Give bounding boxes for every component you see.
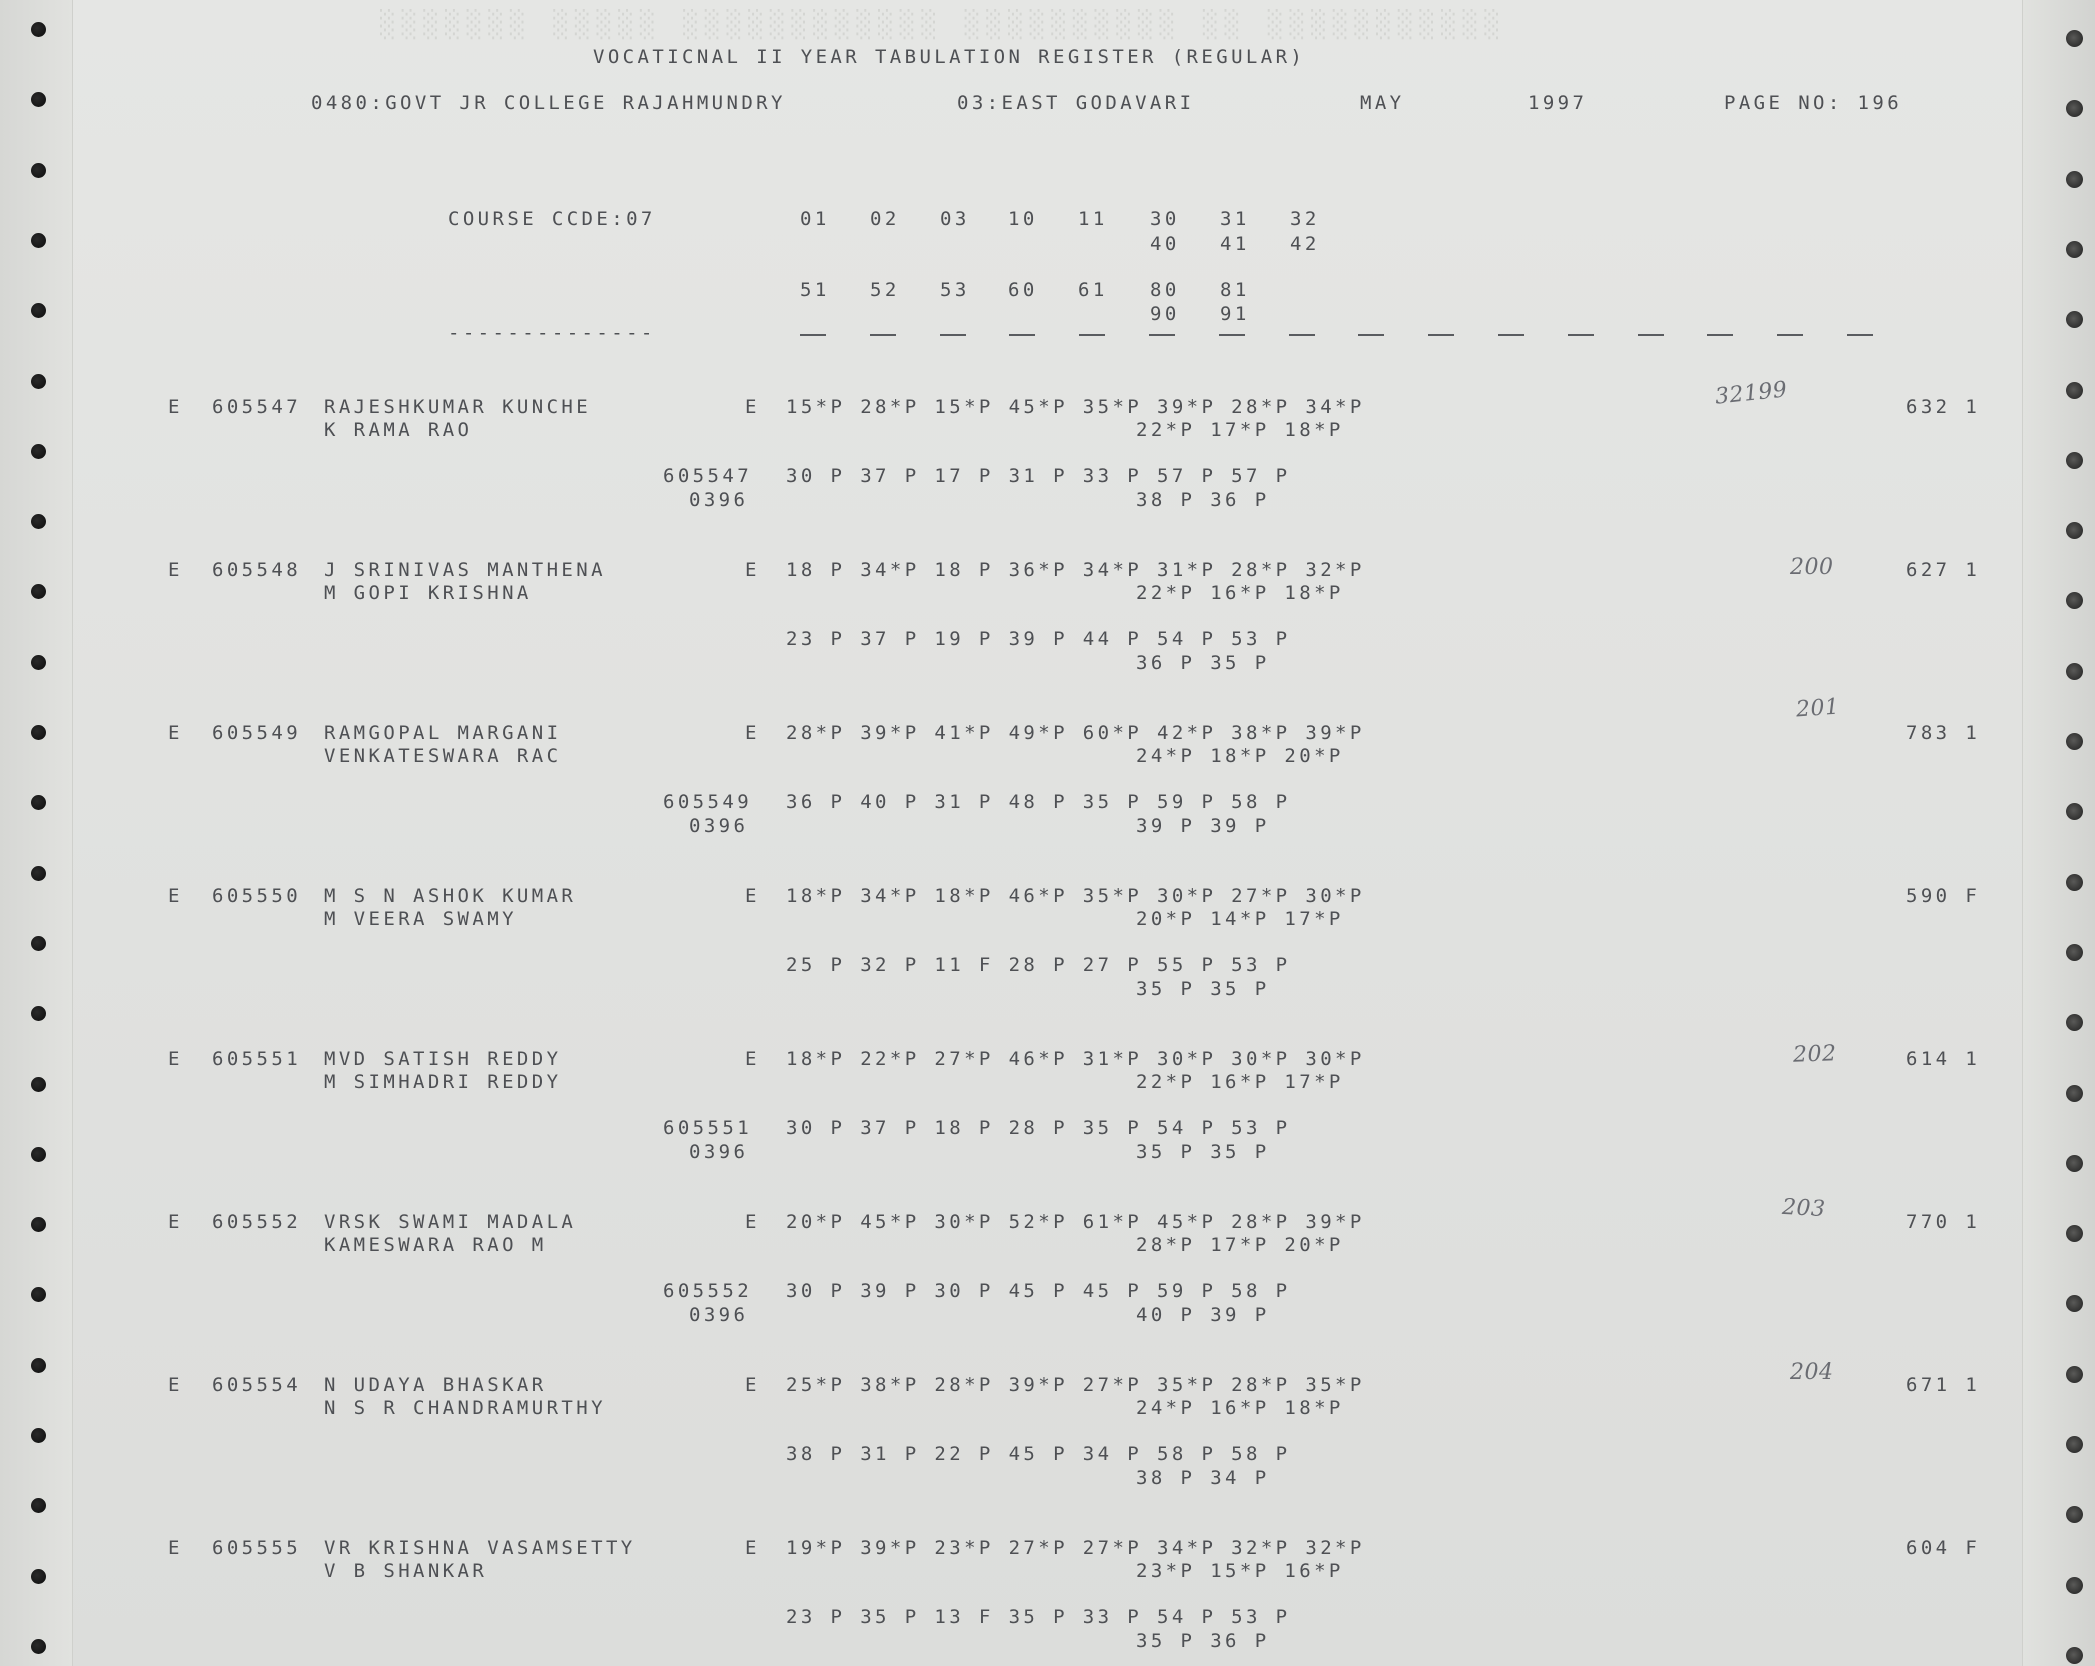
roll-number: 605549 <box>212 722 302 744</box>
feed-hole-left <box>31 1358 46 1373</box>
handwritten-serial: 203 <box>1781 1194 1827 1223</box>
feed-hole-right <box>2066 1085 2083 1102</box>
roll-number: 605548 <box>212 559 302 581</box>
marks-part2-extra: 35 P 36 P <box>1136 1630 1270 1652</box>
column-dash <box>800 334 826 336</box>
exam-marker: E <box>745 1537 760 1559</box>
marks-part2: 23 P 35 P 13 F 35 P 33 P 54 P 53 P <box>786 1606 1291 1628</box>
perforation-right <box>2022 0 2023 1666</box>
feed-hole-right <box>2066 1225 2083 1242</box>
parent-name: M VEERA SWAMY <box>324 908 517 930</box>
column-dash <box>1079 334 1105 336</box>
total-and-result: 604 F <box>1906 1537 1981 1559</box>
parent-name: M SIMHADRI REDDY <box>324 1071 562 1093</box>
record-flag: E <box>168 1211 183 1233</box>
marks-part2: 30 P 39 P 30 P 45 P 45 P 59 P 58 P <box>786 1280 1291 1302</box>
exam-marker: E <box>745 1374 760 1396</box>
subject-code: 91 <box>1220 303 1250 325</box>
total-and-result: 614 1 <box>1906 1048 1981 1070</box>
reference-roll: 605552 <box>663 1280 753 1302</box>
marks-part2-extra: 38 P 36 P <box>1136 489 1270 511</box>
marks-part1-extra: 20*P 14*P 17*P <box>1136 908 1344 930</box>
subject-code: 42 <box>1290 233 1320 255</box>
marks-part2: 38 P 31 P 22 P 45 P 34 P 58 P 58 P <box>786 1443 1291 1465</box>
record-flag: E <box>168 559 183 581</box>
marks-part2-extra: 38 P 34 P <box>1136 1467 1270 1489</box>
column-dash <box>870 334 896 336</box>
roll-number: 605551 <box>212 1048 302 1070</box>
column-dash <box>1289 334 1315 336</box>
bleed-through-text: ░░░░░░░ ░░░░░ ░░░░░░░░░░░░ ░░░░░░░░░░ ░░ ░░░░░░░░░░░ <box>380 10 1506 40</box>
marks-part1-extra: 22*P 17*P 18*P <box>1136 419 1344 441</box>
roll-number: 605554 <box>212 1374 302 1396</box>
column-dash <box>1498 334 1524 336</box>
handwritten-serial: 200 <box>1790 555 1834 580</box>
subject-code: 80 <box>1150 279 1180 301</box>
roll-number: 605547 <box>212 396 302 418</box>
feed-hole-left <box>31 374 46 389</box>
feed-hole-right <box>2066 944 2083 961</box>
college-name: 0480:GOVT JR COLLEGE RAJAHMUNDRY <box>311 92 786 114</box>
subject-code: 53 <box>940 279 970 301</box>
marks-part1: 28*P 39*P 41*P 49*P 60*P 42*P 38*P 39*P <box>786 722 1365 744</box>
subject-code: 30 <box>1150 208 1180 230</box>
feed-hole-right <box>2066 1577 2083 1594</box>
feed-hole-right <box>2066 1647 2083 1664</box>
marks-part2: 30 P 37 P 17 P 31 P 33 P 57 P 57 P <box>786 465 1291 487</box>
subject-code: 52 <box>870 279 900 301</box>
marks-part1-extra: 22*P 16*P 18*P <box>1136 582 1344 604</box>
feed-hole-left <box>31 514 46 529</box>
roll-number: 605552 <box>212 1211 302 1233</box>
marks-part1: 18 P 34*P 18 P 36*P 34*P 31*P 28*P 32*P <box>786 559 1365 581</box>
feed-hole-right <box>2066 874 2083 891</box>
total-and-result: 770 1 <box>1906 1211 1981 1233</box>
tractor-strip-right <box>2023 0 2095 1666</box>
total-and-result: 590 F <box>1906 885 1981 907</box>
roll-number: 605550 <box>212 885 302 907</box>
exam-marker: E <box>745 1211 760 1233</box>
subject-code: 01 <box>800 208 830 230</box>
marks-part1-extra: 24*P 16*P 18*P <box>1136 1397 1344 1419</box>
handwritten-serial: 201 <box>1795 694 1841 723</box>
exam-month: MAY <box>1360 92 1405 114</box>
exam-year: 1997 <box>1528 92 1588 114</box>
feed-hole-right <box>2066 452 2083 469</box>
column-dash <box>1009 334 1035 336</box>
feed-hole-right <box>2066 1436 2083 1453</box>
column-dash <box>1568 334 1594 336</box>
marks-part1: 18*P 34*P 18*P 46*P 35*P 30*P 27*P 30*P <box>786 885 1365 907</box>
exam-marker: E <box>745 559 760 581</box>
reference-roll: 605551 <box>663 1117 753 1139</box>
marks-part2: 30 P 37 P 18 P 28 P 35 P 54 P 53 P <box>786 1117 1291 1139</box>
marks-part1-extra: 22*P 16*P 17*P <box>1136 1071 1344 1093</box>
student-name: RAMGOPAL MARGANI <box>324 722 562 744</box>
column-dash <box>1847 334 1873 336</box>
marks-part1-extra: 28*P 17*P 20*P <box>1136 1234 1344 1256</box>
column-dash <box>1707 334 1733 336</box>
parent-name: V B SHANKAR <box>324 1560 488 1582</box>
marks-part1-extra: 23*P 15*P 16*P <box>1136 1560 1344 1582</box>
feed-hole-left <box>31 655 46 670</box>
feed-hole-right <box>2066 171 2083 188</box>
student-name: VR KRISHNA VASAMSETTY <box>324 1537 636 1559</box>
reference-code: 0396 <box>689 489 749 511</box>
record-flag: E <box>168 722 183 744</box>
feed-hole-right <box>2066 30 2083 47</box>
column-dash <box>1638 334 1664 336</box>
feed-hole-left <box>31 444 46 459</box>
feed-hole-right <box>2066 382 2083 399</box>
subject-code: 41 <box>1220 233 1250 255</box>
feed-hole-left <box>31 1569 46 1584</box>
marks-part2-extra: 36 P 35 P <box>1136 652 1270 674</box>
parent-name: K RAMA RAO <box>324 419 473 441</box>
exam-marker: E <box>745 396 760 418</box>
exam-marker: E <box>745 722 760 744</box>
marks-part1: 15*P 28*P 15*P 45*P 35*P 39*P 28*P 34*P <box>786 396 1365 418</box>
reference-roll: 605547 <box>663 465 753 487</box>
roll-number: 605555 <box>212 1537 302 1559</box>
marks-part1: 25*P 38*P 28*P 39*P 27*P 35*P 28*P 35*P <box>786 1374 1365 1396</box>
column-dash <box>1358 334 1384 336</box>
feed-hole-left <box>31 866 46 881</box>
record-flag: E <box>168 885 183 907</box>
column-dash <box>1428 334 1454 336</box>
marks-part2: 36 P 40 P 31 P 48 P 35 P 59 P 58 P <box>786 791 1291 813</box>
feed-hole-left <box>31 1077 46 1092</box>
subject-code: 51 <box>800 279 830 301</box>
marks-part2-extra: 35 P 35 P <box>1136 1141 1270 1163</box>
handwritten-serial: 202 <box>1792 1041 1837 1068</box>
parent-name: M GOPI KRISHNA <box>324 582 532 604</box>
student-name: J SRINIVAS MANTHENA <box>324 559 606 581</box>
page-number: PAGE NO: 196 <box>1724 92 1903 114</box>
feed-hole-right <box>2066 522 2083 539</box>
subject-code: 60 <box>1008 279 1038 301</box>
marks-part2-extra: 40 P 39 P <box>1136 1304 1270 1326</box>
total-and-result: 783 1 <box>1906 722 1981 744</box>
marks-part1: 20*P 45*P 30*P 52*P 61*P 45*P 28*P 39*P <box>786 1211 1365 1233</box>
subject-code: 03 <box>940 208 970 230</box>
feed-hole-right <box>2066 1366 2083 1383</box>
marks-part1: 18*P 22*P 27*P 46*P 31*P 30*P 30*P 30*P <box>786 1048 1365 1070</box>
student-name: MVD SATISH REDDY <box>324 1048 562 1070</box>
tractor-strip-left <box>0 0 72 1666</box>
record-flag: E <box>168 396 183 418</box>
marks-part2: 25 P 32 P 11 F 28 P 27 P 55 P 53 P <box>786 954 1291 976</box>
parent-name: N S R CHANDRAMURTHY <box>324 1397 606 1419</box>
feed-hole-left <box>31 233 46 248</box>
district-name: 03:EAST GODAVARI <box>957 92 1195 114</box>
subject-code: 40 <box>1150 233 1180 255</box>
student-name: N UDAYA BHASKAR <box>324 1374 547 1396</box>
feed-hole-left <box>31 1428 46 1443</box>
marks-part2-extra: 39 P 39 P <box>1136 815 1270 837</box>
feed-hole-left <box>31 725 46 740</box>
feed-hole-left <box>31 163 46 178</box>
marks-part2: 23 P 37 P 19 P 39 P 44 P 54 P 53 P <box>786 628 1291 650</box>
total-and-result: 632 1 <box>1906 396 1981 418</box>
column-dash <box>1777 334 1803 336</box>
feed-hole-left <box>31 1639 46 1654</box>
handwritten-serial: 32199 <box>1713 377 1789 410</box>
exam-marker: E <box>745 1048 760 1070</box>
subject-code: 02 <box>870 208 900 230</box>
feed-hole-right <box>2066 241 2083 258</box>
student-name: M S N ASHOK KUMAR <box>324 885 577 907</box>
feed-hole-right <box>2066 733 2083 750</box>
register-title: VOCATICNAL II YEAR TABULATION REGISTER (REGULAR) <box>593 46 1306 68</box>
column-dash <box>1149 334 1175 336</box>
record-flag: E <box>168 1537 183 1559</box>
handwritten-serial: 204 <box>1790 1360 1834 1385</box>
marks-part1: 19*P 39*P 23*P 27*P 27*P 34*P 32*P 32*P <box>786 1537 1365 1559</box>
reference-code: 0396 <box>689 815 749 837</box>
parent-name: KAMESWARA RAO M <box>324 1234 547 1256</box>
header-rule: -------------- <box>448 322 656 344</box>
subject-code: 32 <box>1290 208 1320 230</box>
reference-roll: 605549 <box>663 791 753 813</box>
parent-name: VENKATESWARA RAC <box>324 745 562 767</box>
course-code: COURSE CCDE:07 <box>448 208 656 230</box>
subject-code: 31 <box>1220 208 1250 230</box>
marks-part1-extra: 24*P 18*P 20*P <box>1136 745 1344 767</box>
student-name: VRSK SWAMI MADALA <box>324 1211 577 1233</box>
column-dash <box>940 334 966 336</box>
reference-code: 0396 <box>689 1304 749 1326</box>
student-name: RAJESHKUMAR KUNCHE <box>324 396 592 418</box>
exam-marker: E <box>745 885 760 907</box>
feed-hole-left <box>31 1147 46 1162</box>
total-and-result: 627 1 <box>1906 559 1981 581</box>
feed-hole-right <box>2066 663 2083 680</box>
subject-code: 11 <box>1078 208 1108 230</box>
subject-code: 81 <box>1220 279 1250 301</box>
subject-code: 61 <box>1078 279 1108 301</box>
marks-part2-extra: 35 P 35 P <box>1136 978 1270 1000</box>
feed-hole-right <box>2066 1155 2083 1172</box>
reference-code: 0396 <box>689 1141 749 1163</box>
feed-hole-left <box>31 1217 46 1232</box>
feed-hole-left <box>31 22 46 37</box>
record-flag: E <box>168 1048 183 1070</box>
subject-code: 90 <box>1150 303 1180 325</box>
total-and-result: 671 1 <box>1906 1374 1981 1396</box>
feed-hole-left <box>31 936 46 951</box>
column-dash <box>1219 334 1245 336</box>
subject-code: 10 <box>1008 208 1038 230</box>
perforation-left <box>72 0 73 1666</box>
record-flag: E <box>168 1374 183 1396</box>
